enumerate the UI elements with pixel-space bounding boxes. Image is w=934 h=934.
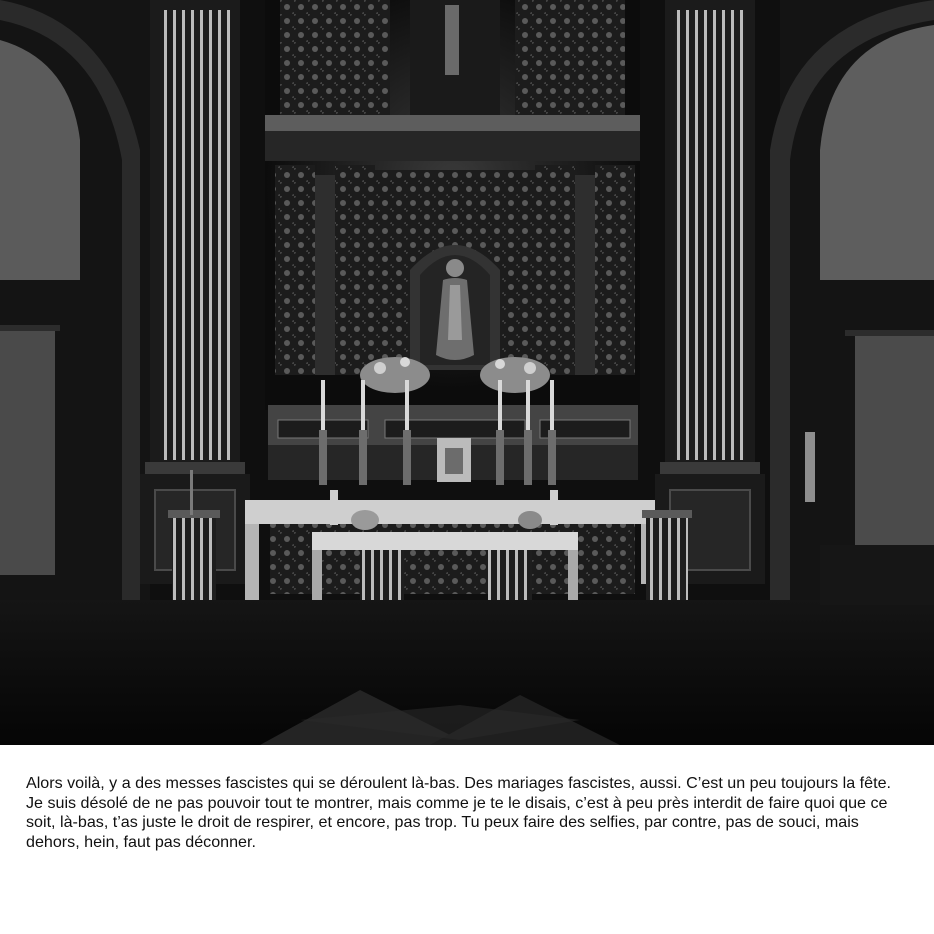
floor bbox=[0, 600, 934, 745]
pews bbox=[820, 545, 934, 605]
left-pilaster bbox=[140, 0, 250, 584]
caption-text: Alors voilà, y a des messes fascistes qui se déroulent là-bas. Des mariages fascistes, aussi. C’est un peu toujours la fête. Je suis désolé de ne pas pouvoir tout te montrer, mais comme je te le disais, c’est à peu près interdit de faire quoi que ce soit, là-bas, t’as juste le droit de respirer, et encore, pas trop. Tu peux faire des selfies, par contre, pas de souci, mais dehors, hein, faut pas déconner. bbox=[26, 774, 891, 851]
right-pilaster bbox=[655, 0, 765, 584]
wall-lamp bbox=[805, 432, 815, 502]
